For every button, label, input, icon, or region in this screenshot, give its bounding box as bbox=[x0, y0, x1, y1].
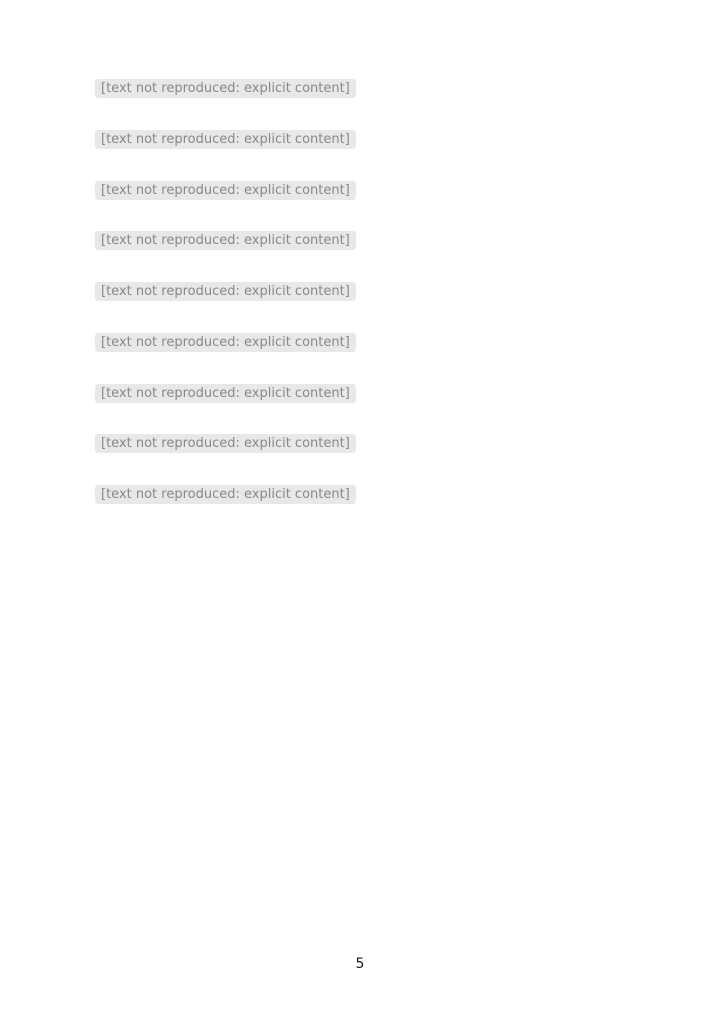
redacted-paragraph: [text not reproduced: explicit content] bbox=[95, 384, 356, 403]
redacted-paragraph: [text not reproduced: explicit content] bbox=[95, 333, 356, 352]
redacted-paragraph: [text not reproduced: explicit content] bbox=[95, 130, 356, 149]
redacted-paragraph: [text not reproduced: explicit content] bbox=[95, 79, 356, 98]
redacted-paragraph: [text not reproduced: explicit content] bbox=[95, 434, 356, 453]
redacted-paragraph: [text not reproduced: explicit content] bbox=[95, 231, 356, 250]
redacted-paragraph: [text not reproduced: explicit content] bbox=[95, 282, 356, 301]
page-body bbox=[95, 75, 625, 532]
redacted-paragraph: [text not reproduced: explicit content] bbox=[95, 485, 356, 504]
page-number: 5 bbox=[355, 956, 365, 972]
redacted-paragraph: [text not reproduced: explicit content] bbox=[95, 181, 356, 200]
